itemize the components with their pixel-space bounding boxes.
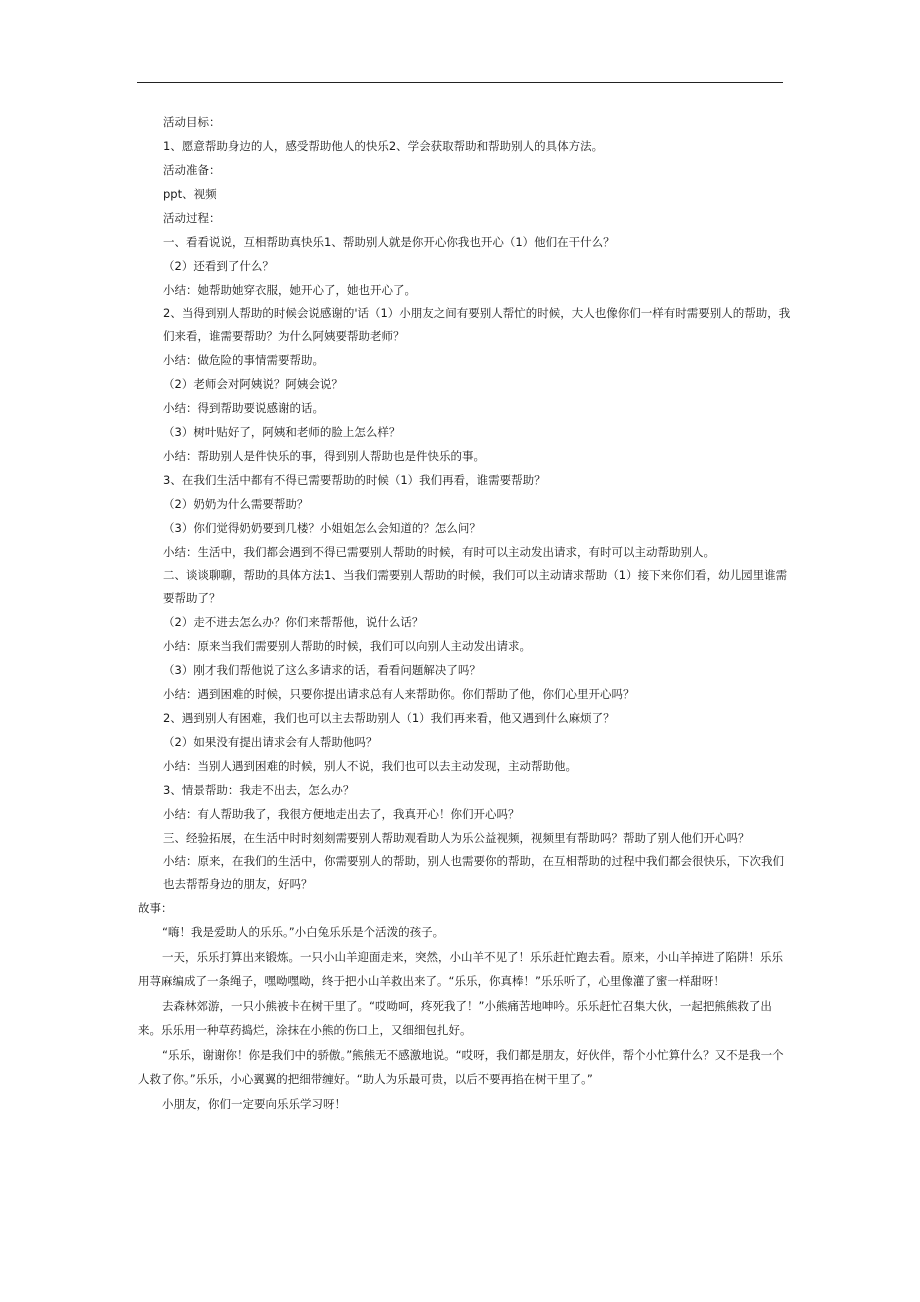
story-paragraph: 一天，乐乐打算出来锻炼。一只小山羊迎面走来，突然，小山羊不见了！乐乐赶忙跑去看。原来，小山羊掉进了陷阱！乐乐用荨麻编成了一条绳子，嘿呦嘿呦，终于把小山羊救出来了。“乐乐，你真棒！”乐乐听了，心里像灌了蜜一样甜呀！ <box>138 949 783 988</box>
section-item: 2、当得到别人帮助的时候会说感谢的'话（1）小朋友之间有要别人帮忙的时候，大人也像你们一样有时需要别人的帮助，我们来看，谁需要帮助？为什么阿姨要帮助老师？ <box>163 306 791 343</box>
question-line: （2）老师会对阿姨说？阿姨会说？ <box>163 377 343 391</box>
summary-line: 小结：生活中，我们都会遇到不得已需要别人帮助的时候，有时可以主动发出请求，有时可以主动帮助别人。 <box>163 545 715 559</box>
summary-line: 小结：有人帮助我了，我很方便地走出去了，我真开心！你们开心吗？ <box>163 807 520 821</box>
story-paragraph: 小朋友，你们一定要向乐乐学习呀！ <box>162 1096 346 1111</box>
prep-materials: ppt、视频 <box>163 187 217 201</box>
question-line: （2）走不进去怎么办？你们来帮帮他，说什么话？ <box>163 615 424 629</box>
question-line: （3）树叶贴好了，阿姨和老师的脸上怎么样？ <box>163 425 401 439</box>
summary-line: 小结：遇到困难的时候，只要你提出请求总有人来帮助你。你们帮助了他，你们心里开心吗？ <box>163 687 635 701</box>
section-item: 3、情景帮助：我走不出去，怎么办？ <box>163 783 355 797</box>
question-line: （3）你们觉得奶奶要到几楼？小姐姐怎么会知道的？怎么问？ <box>163 521 481 535</box>
story-paragraph: “嗨！我是爱助人的乐乐。”小白兔乐乐是个活泼的孩子。 <box>162 925 445 939</box>
story-heading: 故事： <box>138 901 173 915</box>
summary-line: 小结：原来，在我们的生活中，你需要别人的帮助，别人也需要你的帮助，在互相帮助的过程中我们都会很快乐，下次我们也去帮帮身边的朋友，好吗？ <box>163 854 784 891</box>
section-one-title: 一、看看说说，互相帮助真快乐1、帮助别人就是你开心你我也开心（1）他们在干什么？ <box>163 235 615 249</box>
summary-line: 小结：当别人遇到困难的时候，别人不说，我们也可以去主动发现，主动帮助他。 <box>163 759 577 773</box>
summary-line: 小结：她帮助她穿衣服，她开心了，她也开心了。 <box>163 283 416 297</box>
goals-line: 1、愿意帮助身边的人，感受帮助他人的快乐2、学会获取帮助和帮助别人的具体方法。 <box>163 139 604 153</box>
header-rule <box>137 82 783 83</box>
story-paragraph: 去森林郊游，一只小熊被卡在树干里了。“哎呦呵，疼死我了！”小熊痛苦地呻吟。乐乐赶忙召集大伙，一起把熊熊救了出来。乐乐用一种草药捣烂，涂抹在小熊的伤口上，又细细包扎好。 <box>138 998 772 1037</box>
activity-prep-heading: 活动准备： <box>163 163 221 177</box>
section-two-title: 二、谈谈聊聊，帮助的具体方法1、当我们需要别人帮助的时候，我们可以主动请求帮助（1）接下来你们看，幼儿园里谁需要帮助了？ <box>163 568 788 605</box>
summary-line: 小结：帮助别人是件快乐的事，得到别人帮助也是件快乐的事。 <box>163 449 485 463</box>
story-paragraph: “乐乐，谢谢你！你是我们中的骄傲。”熊熊无不感激地说。“哎呀，我们都是朋友，好伙伴，帮个小忙算什么？又不是我一个人救了你。”乐乐，小心翼翼的把细带缠好。“助人为乐最可贵，以后不要再掐在树干里了。” <box>138 1047 784 1086</box>
summary-line: 小结：做危险的事情需要帮助。 <box>163 353 324 367</box>
section-item: 3、在我们生活中都有不得已需要帮助的时候（1）我们再看，谁需要帮助？ <box>163 473 546 487</box>
document-body <box>138 110 792 1116</box>
question-line: （2）奶奶为什么需要帮助？ <box>163 497 309 511</box>
section-item: 2、遇到别人有困难，我们也可以主去帮助别人（1）我们再来看，他又遇到什么麻烦了？ <box>163 711 615 725</box>
question-line: （3）刚才我们帮他说了这么多请求的话，看看问题解决了吗？ <box>163 663 481 677</box>
question-line: （2）如果没有提出请求会有人帮助他吗？ <box>163 735 378 749</box>
summary-line: 小结：原来当我们需要别人帮助的时候，我们可以向别人主动发出请求。 <box>163 639 531 653</box>
activity-process-heading: 活动过程： <box>163 211 221 225</box>
summary-line: 小结：得到帮助要说感谢的话。 <box>163 401 324 415</box>
section-three-title: 三、经验拓展，在生活中时时刻刻需要别人帮助观看助人为乐公益视频，视频里有帮助吗？帮助了别人他们开心吗？ <box>163 831 750 845</box>
activity-goals-heading: 活动目标： <box>163 115 221 129</box>
question-line: （2）还看到了什么？ <box>163 259 274 273</box>
